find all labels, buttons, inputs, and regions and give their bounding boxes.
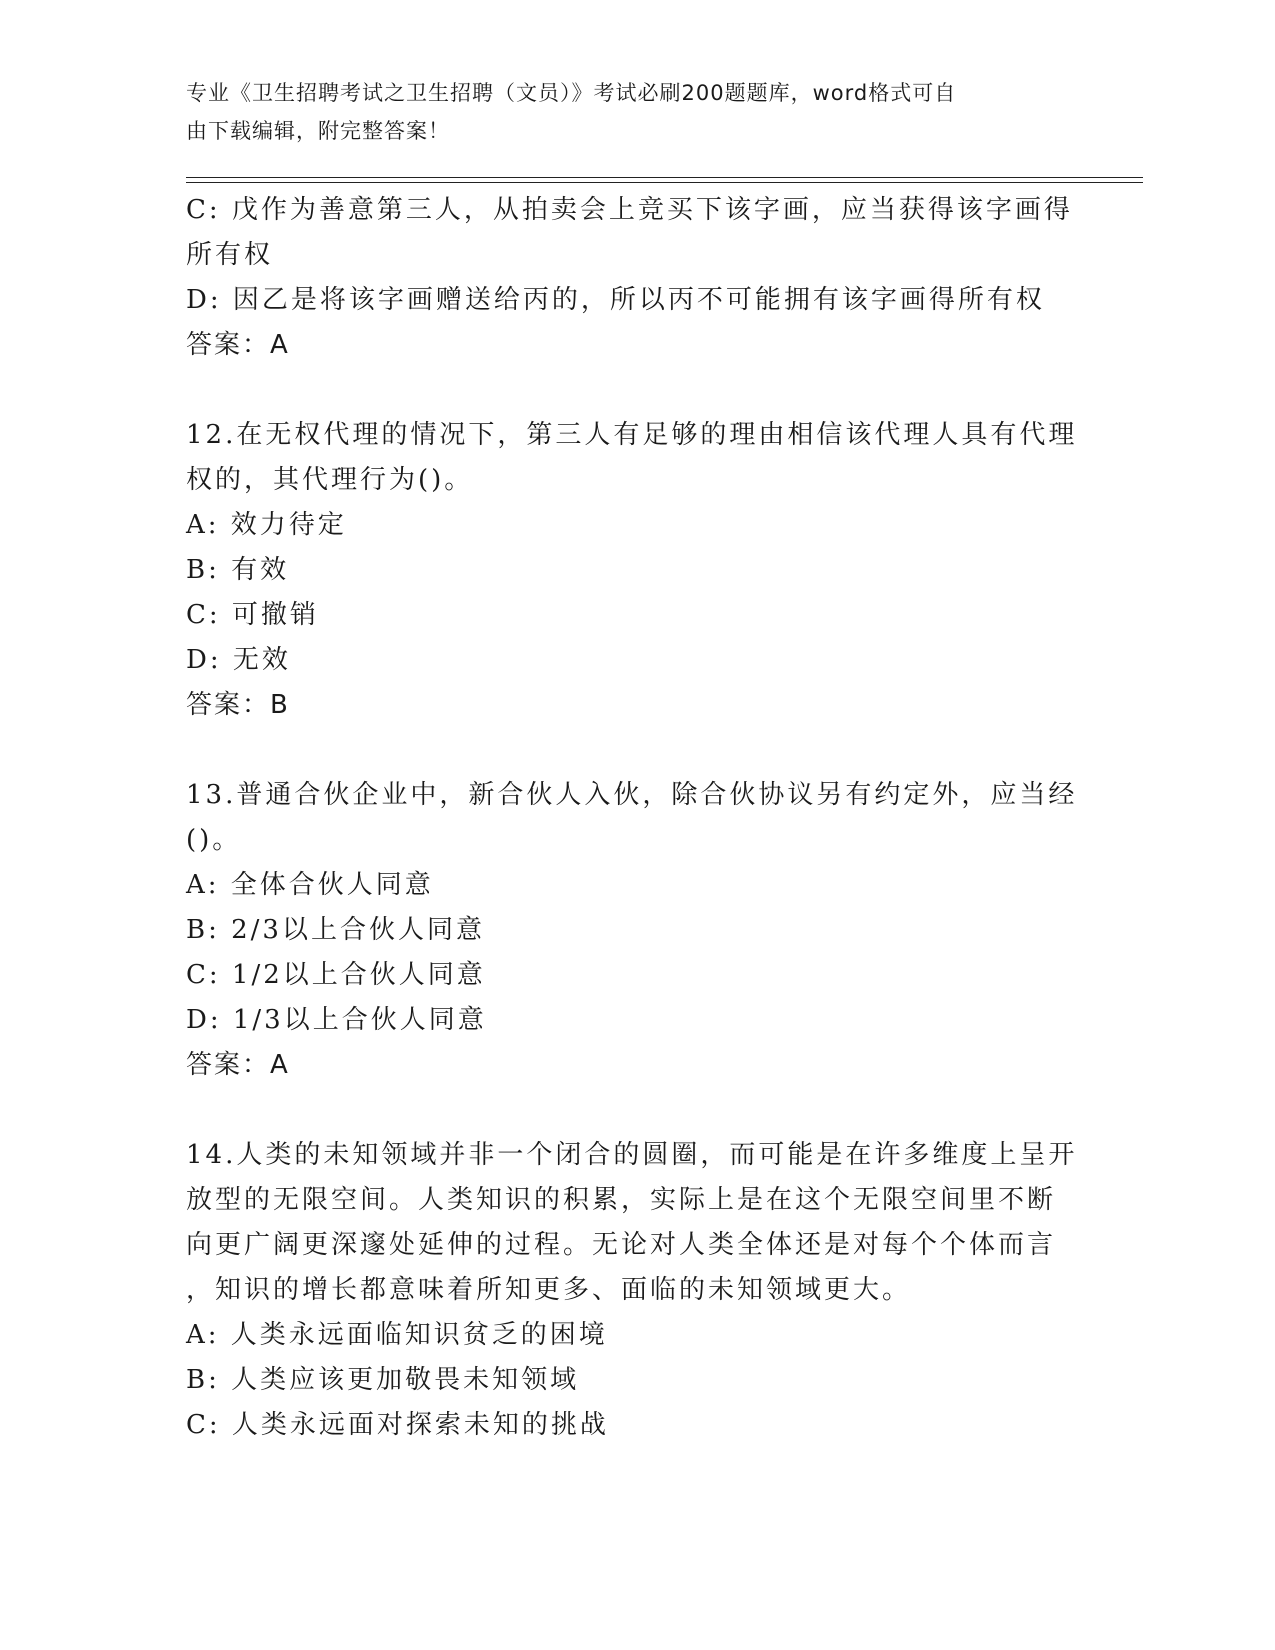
header-title-line-1: 专业《卫生招聘考试之卫生招聘（文员）》考试必刷200题题库，word格式可自: [186, 81, 957, 105]
option-a: A: 效力待定: [186, 510, 347, 540]
question-11-tail: [186, 188, 1073, 368]
option-a: A: 人类永远面临知识贫乏的困境: [186, 1320, 608, 1350]
question-12: [186, 413, 1078, 728]
question-stem-line-3: 向更广阔更深邃处延伸的过程。无论对人类全体还是对每个个体而言: [186, 1230, 1057, 1260]
option-d: D: 1/3以上合伙人同意: [186, 1005, 487, 1035]
question-stem-line-2: 放型的无限空间。人类知识的积累，实际上是在这个无限空间里不断: [186, 1185, 1057, 1215]
question-spacer: [186, 368, 1066, 413]
document-body: [186, 188, 1078, 1448]
option-c: C: 人类永远面对探索未知的挑战: [186, 1410, 609, 1440]
option-b: B: 人类应该更加敬畏未知领域: [186, 1365, 580, 1395]
answer-line: 答案：A: [186, 330, 290, 360]
question-spacer: [186, 1088, 1066, 1133]
document-header: [186, 74, 1066, 150]
question-stem-line-1: 13.普通合伙企业中，新合伙人入伙，除合伙协议另有约定外，应当经: [186, 780, 1078, 810]
header-divider-bottom: [186, 182, 1143, 183]
answer-line: 答案：A: [186, 1050, 290, 1080]
question-stem-line-2: ()。: [186, 825, 242, 855]
option-c: C: 可撤销: [186, 600, 319, 630]
answer-line: 答案：B: [186, 690, 290, 720]
header-title-line-2: 由下载编辑，附完整答案！: [186, 119, 450, 143]
question-13: [186, 773, 1078, 1088]
option-a: A: 全体合伙人同意: [186, 870, 434, 900]
question-stem-line-1: 14.人类的未知领域并非一个闭合的圆圈，而可能是在许多维度上呈开: [186, 1140, 1078, 1170]
header-divider-top: [186, 177, 1143, 178]
question-stem-line-2: 权的，其代理行为()。: [186, 465, 474, 495]
question-stem-line-4: ，知识的增长都意味着所知更多、面临的未知领域更大。: [186, 1275, 912, 1305]
question-14: [186, 1133, 1078, 1448]
option-d: D: 无效: [186, 645, 291, 675]
option-c-line-1: C: 戊作为善意第三人，从拍卖会上竞买下该字画，应当获得该字画得: [186, 195, 1073, 225]
question-spacer: [186, 728, 1066, 773]
question-stem-line-1: 12.在无权代理的情况下，第三人有足够的理由相信该代理人具有代理: [186, 420, 1078, 450]
option-c-line-2: 所有权: [186, 240, 274, 270]
option-b: B: 有效: [186, 555, 290, 585]
option-c: C: 1/2以上合伙人同意: [186, 960, 486, 990]
option-d: D: 因乙是将该字画赠送给丙的，所以丙不可能拥有该字画得所有权: [186, 285, 1045, 315]
option-b: B: 2/3以上合伙人同意: [186, 915, 485, 945]
